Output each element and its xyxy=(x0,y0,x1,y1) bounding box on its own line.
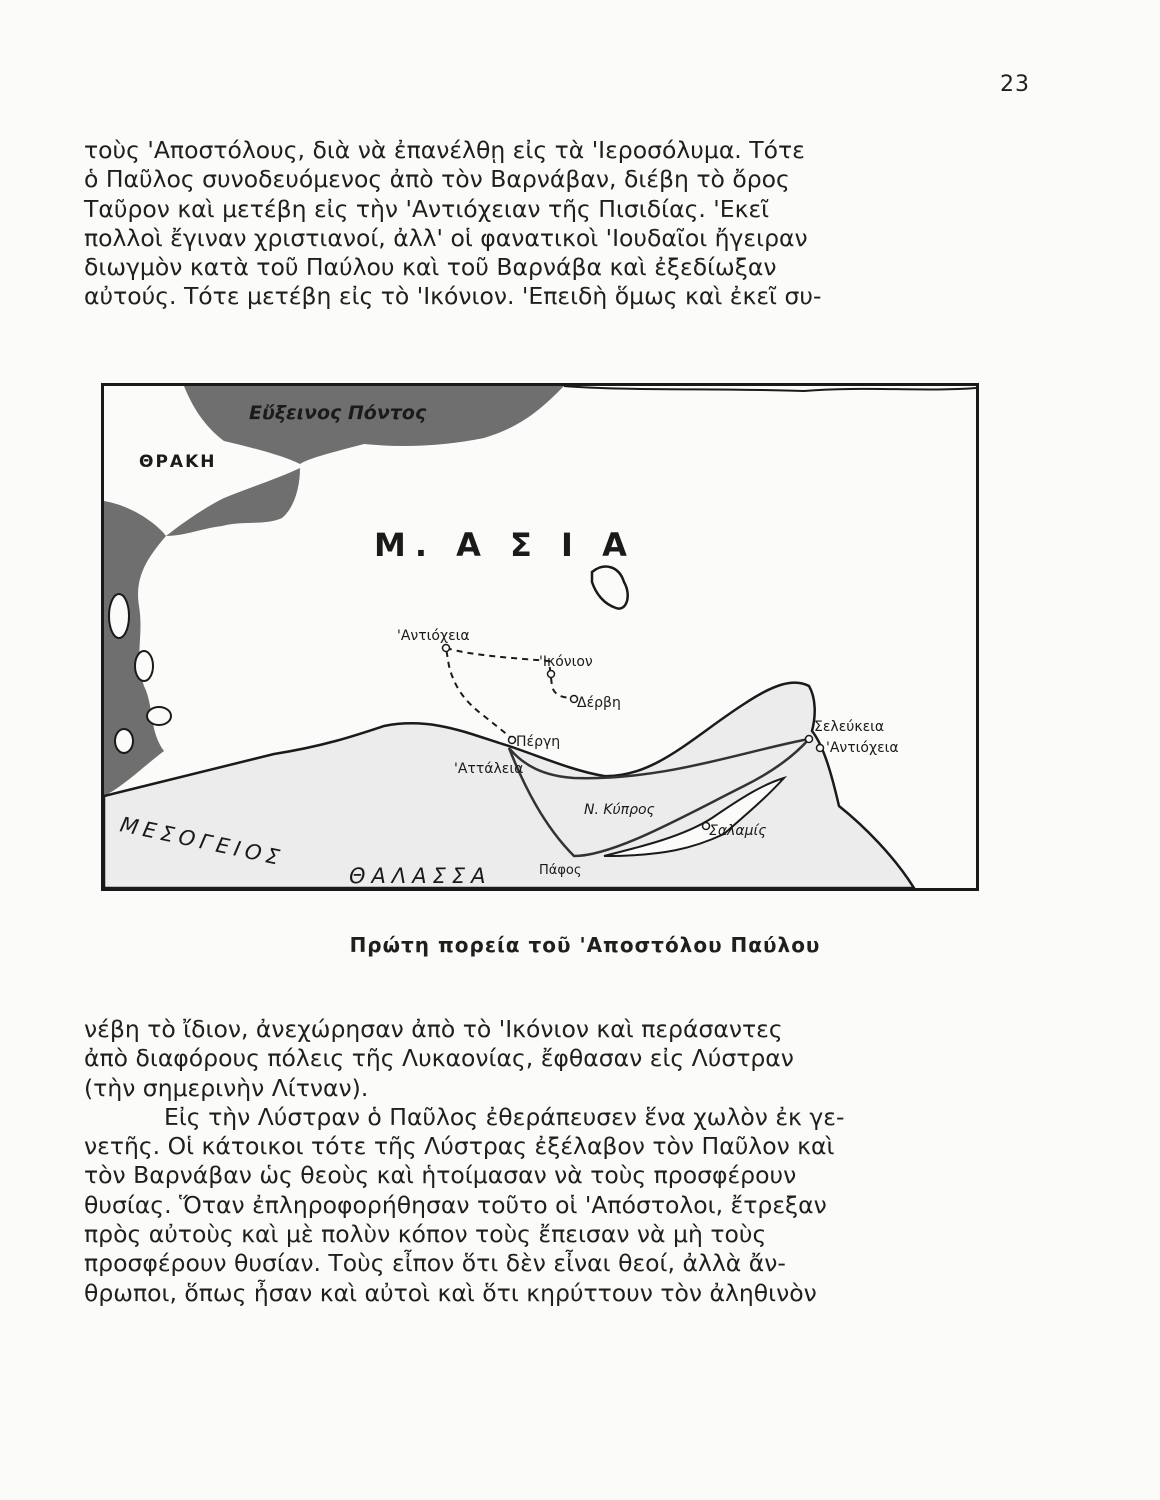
text-line: νέβη τὸ ἴδιον, ἀνεχώρησαν ἀπὸ τὸ 'Ικόνιον καὶ περάσαντες xyxy=(84,1015,783,1043)
map-label-paphos: Πάφος xyxy=(539,863,582,878)
text-line: θυσίας. Ὅταν ἐπληροφορήθησαν τοῦτο οἱ 'Απόστολοι, ἔτρεξαν xyxy=(84,1190,827,1219)
text-line: διωγμὸν κατὰ τοῦ Παύλου καὶ τοῦ Βαρνάβα καὶ ἐξεδίωξαν xyxy=(84,253,777,282)
map-label-thrace: ΘΡΑΚΗ xyxy=(139,452,217,472)
sea-of-marmara xyxy=(166,468,300,536)
map-label-asia: Μ. Α Σ Ι Α xyxy=(374,526,636,564)
text-line: τὸν Βαρνάβαν ὡς θεοὺς καὶ ἡτοίμασαν νὰ τοὺς προσφέρουν xyxy=(84,1161,797,1190)
map-svg xyxy=(104,386,976,888)
text-line: ἀπὸ διαφόρους πόλεις τῆς Λυκαονίας, ἔφθασαν εἰς Λύστραν xyxy=(84,1044,794,1073)
aegean-sea xyxy=(104,501,166,796)
text-line: πρὸς αὐτοὺς καὶ μὲ πολὺν κόπον τοὺς ἔπεισαν νὰ μὴ τοὺς xyxy=(84,1220,767,1249)
black-sea xyxy=(184,386,564,464)
journey-map xyxy=(101,383,979,891)
text-line: πολλοὶ ἔγιναν χριστιανοί, ἀλλ' οἱ φανατικοὶ 'Ιουδαῖοι ἤγειραν xyxy=(84,223,808,252)
text-line: τοὺς 'Αποστόλους, διὰ νὰ ἐπανέλθῃ εἰς τὰ 'Ιεροσόλυμα. Τότε xyxy=(84,136,805,164)
map-label-perge: Πέργη xyxy=(516,734,561,750)
map-label-antioch-syria: 'Αντιόχεια xyxy=(826,740,899,756)
map-label-attalia: 'Αττάλεια xyxy=(454,761,524,777)
anatolian-lake xyxy=(592,567,628,609)
map-label-seleucia: Σελεύκεια xyxy=(814,719,885,735)
text-line: Εἰς τὴν Λύστραν ὁ Παῦλος ἐθεράπευσεν ἕνα χωλὸν ἐκ γε- xyxy=(164,1102,845,1131)
map-label-sea: ΘΑΛΑΣΣΑ xyxy=(349,864,492,888)
map-caption: Πρώτη πορεία τοῦ 'Αποστόλου Παύλου xyxy=(349,933,821,957)
text-line: προσφέρουν θυσίαν. Τοὺς εἶπον ὅτι δὲν εἶναι θεοί, ἀλλὰ ἄν- xyxy=(84,1249,786,1278)
map-label-iconium: 'Ικόνιον xyxy=(539,654,593,670)
map-label-salamis: Σαλαμίς xyxy=(709,823,767,839)
top-paragraph xyxy=(84,136,1044,312)
text-line: αὐτούς. Τότε μετέβη εἰς τὸ 'Ικόνιον. 'Επειδὴ ὅμως καὶ ἐκεῖ συ- xyxy=(84,282,822,311)
text-line: θρωποι, ὅπως ἦσαν καὶ αὐτοὶ καὶ ὅτι κηρύττουν τὸν ἀληθινὸν xyxy=(84,1278,817,1307)
bottom-paragraph xyxy=(84,1015,1064,1308)
text-line: (τὴν σημερινὴν Λίτναν). xyxy=(84,1073,369,1102)
north-coast-line xyxy=(564,386,976,391)
text-line: Ταῦρον καὶ μετέβη εἰς τὴν 'Αντιόχειαν τῆς Πισιδίας. 'Εκεῖ xyxy=(84,194,770,223)
map-label-antioch-pisidia: 'Αντιόχεια xyxy=(397,628,470,644)
map-label-mediterranean: ΜΕΣΟΓΕΙΟΣ xyxy=(117,812,287,871)
text-line: ὁ Παῦλος συνοδευόμενος ἀπὸ τὸν Βαρνάβαν, διέβη τὸ ὄρος xyxy=(84,165,790,194)
text-line: νετῆς. Οἱ κάτοικοι τότε τῆς Λύστρας ἐξέλαβον τὸν Παῦλον καὶ xyxy=(84,1132,835,1161)
page-number: 23 xyxy=(1000,72,1030,97)
map-label-euxine: Εὔξεινος Πόντος xyxy=(249,402,427,424)
map-label-cyprus: Ν. Κύπρος xyxy=(584,802,655,818)
map-label-derbe: Δέρβη xyxy=(577,695,621,711)
